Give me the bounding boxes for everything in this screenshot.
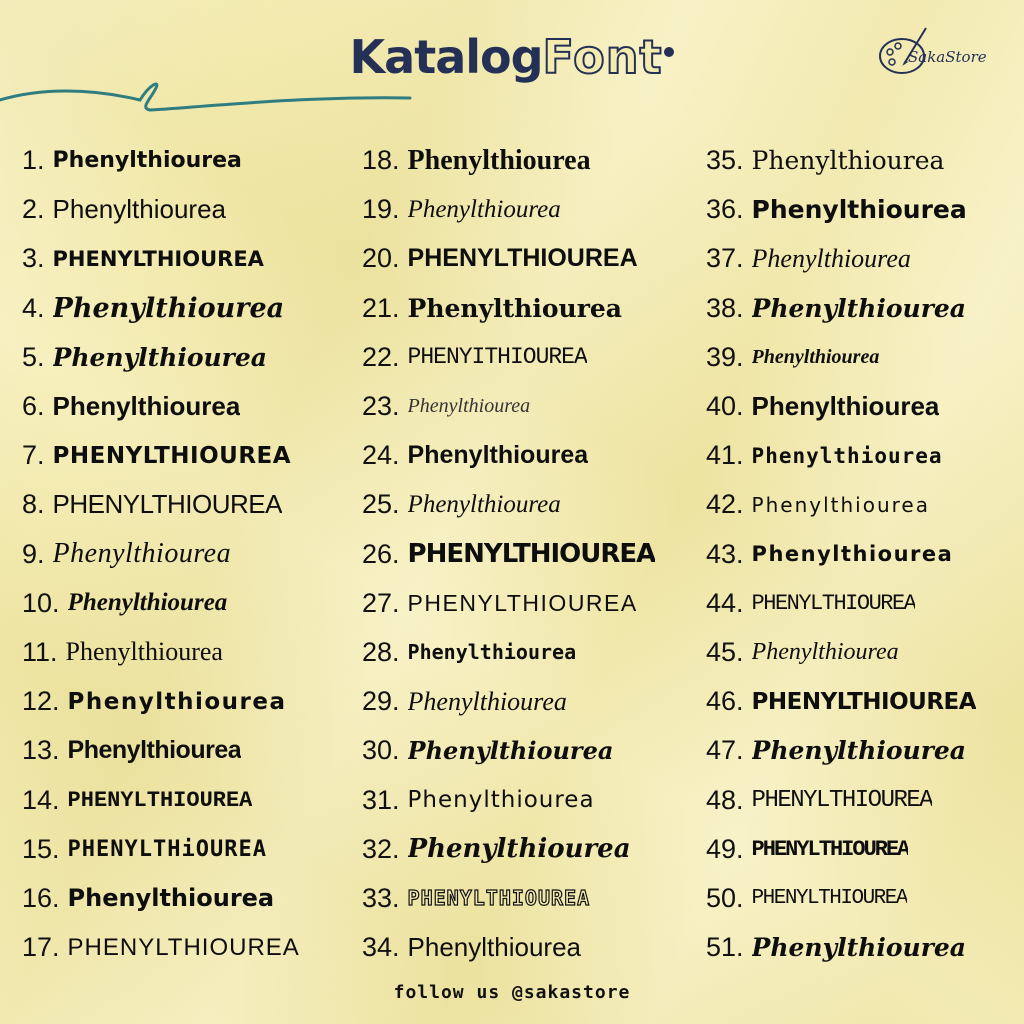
font-item [22, 775, 352, 824]
font-item [362, 431, 692, 480]
font-sample: Phenylthiourea [52, 194, 226, 225]
font-sample: PHENYLTHIOUREA [407, 539, 656, 570]
font-item [706, 530, 1016, 579]
font-item [22, 136, 352, 185]
font-item [706, 726, 1016, 775]
item-number: 9. [22, 538, 45, 569]
item-number: 21. [362, 292, 400, 323]
item-number: 27. [362, 587, 400, 618]
item-number: 35. [706, 145, 744, 176]
font-item [362, 726, 692, 775]
font-item [362, 677, 692, 726]
item-number: 43. [706, 538, 744, 569]
font-sample: Phenylthiourea [407, 686, 567, 716]
font-sample: Phenylthiourea [751, 736, 966, 766]
font-item [362, 480, 692, 529]
font-sample: PHENYLTHiOUREA [67, 836, 267, 862]
font-item [362, 923, 692, 972]
font-sample: PHENYLTHIOUREA [407, 886, 591, 911]
font-item [362, 579, 692, 628]
font-item [706, 923, 1016, 972]
font-item [706, 775, 1016, 824]
item-number: 14. [22, 784, 60, 815]
font-sample: Phenylthiourea [751, 243, 911, 273]
font-item [706, 284, 1016, 333]
item-number: 30. [362, 735, 400, 766]
font-sample: Phenylthiourea [52, 342, 267, 372]
font-sample: Phenylthiourea [751, 492, 930, 517]
font-sample: PHENYLTHIOUREA [407, 244, 638, 273]
font-sample: PHENYLTHIOUREA [52, 489, 282, 520]
item-number: 49. [706, 833, 744, 864]
font-item [22, 677, 352, 726]
font-item [22, 923, 352, 972]
font-item [706, 874, 1016, 923]
font-item [362, 382, 692, 431]
item-number: 37. [706, 243, 744, 274]
font-sample: Phenylthiourea [407, 640, 577, 665]
item-number: 2. [22, 194, 45, 225]
item-number: 32. [362, 833, 400, 864]
font-sample: Phenylthiourea [52, 148, 242, 174]
font-sample: Phenylthiourea [407, 293, 622, 323]
font-sample: PHENYLTHIOUREA [751, 688, 977, 715]
item-number: 16. [22, 882, 60, 913]
item-number: 33. [362, 882, 400, 913]
font-item [706, 136, 1016, 185]
font-item [22, 579, 352, 628]
font-item [706, 677, 1016, 726]
font-item [362, 284, 692, 333]
font-sample: PHENYLTHIOUREA [407, 589, 638, 616]
item-number: 31. [362, 784, 400, 815]
font-sample: Phenylthiourea [52, 391, 241, 422]
font-sample: Phenylthiourea [407, 195, 561, 223]
font-item [22, 382, 352, 431]
item-number: 24. [362, 440, 400, 471]
item-number: 47. [706, 735, 744, 766]
font-item [362, 136, 692, 185]
title-period [664, 47, 674, 57]
font-sample: Phenylthiourea [751, 443, 943, 468]
item-number: 23. [362, 391, 400, 422]
item-number: 10. [22, 587, 60, 618]
item-number: 50. [706, 882, 744, 913]
font-sample: Phenylthiourea [407, 441, 589, 470]
font-sample: PHENYLTHIOUREA [67, 933, 300, 961]
font-sample: Phenylthiourea [751, 933, 966, 963]
font-sample: Phenylthiourea [52, 292, 285, 324]
font-sample: PHENYLTHIOUREA [751, 786, 933, 814]
font-sample: Phenylthiourea [407, 490, 561, 518]
font-item [706, 382, 1016, 431]
item-number: 6. [22, 391, 45, 422]
font-sample: PHENYLTHIOUREA [52, 442, 292, 469]
font-sample: Phenylthiourea [751, 391, 940, 422]
font-sample: Phenylthiourea [751, 146, 945, 176]
font-list-column-1 [22, 136, 352, 972]
item-number: 22. [362, 341, 400, 372]
font-item [22, 431, 352, 480]
item-number: 5. [22, 341, 45, 372]
font-sample: Phenylthiourea [407, 932, 582, 963]
font-item [22, 874, 352, 923]
font-item [22, 185, 352, 234]
font-sample: PHENYLTHIOUREA [52, 246, 264, 271]
decorative-wave [0, 78, 420, 128]
font-sample: PHENYITHIOUREA [407, 344, 587, 371]
item-number: 45. [706, 636, 744, 667]
item-number: 28. [362, 636, 400, 667]
font-item [22, 825, 352, 874]
font-item [706, 579, 1016, 628]
item-number: 26. [362, 538, 400, 569]
item-number: 15. [22, 833, 60, 864]
item-number: 19. [362, 194, 400, 225]
font-item [362, 874, 692, 923]
font-item [362, 530, 692, 579]
font-sample: Phenylthiourea [407, 787, 595, 814]
font-sample: Phenylthiourea [52, 538, 232, 570]
item-number: 7. [22, 440, 45, 471]
item-number: 51. [706, 932, 744, 963]
title-katalog: Katalog [349, 30, 543, 84]
item-number: 40. [706, 391, 744, 422]
item-number: 44. [706, 587, 744, 618]
font-sample: Phenylthiourea [67, 736, 242, 765]
item-number: 34. [362, 932, 400, 963]
font-sample: Phenylthiourea [751, 345, 880, 368]
font-sample: PHENYLTHIOUREA [751, 886, 907, 910]
font-item [706, 480, 1016, 529]
item-number: 17. [22, 932, 60, 963]
item-number: 20. [362, 243, 400, 274]
font-item [362, 234, 692, 283]
item-number: 46. [706, 686, 744, 717]
font-item [22, 628, 352, 677]
font-item [22, 530, 352, 579]
font-item [22, 333, 352, 382]
item-number: 36. [706, 194, 744, 225]
font-item [706, 234, 1016, 283]
font-item [706, 431, 1016, 480]
item-number: 13. [22, 735, 60, 766]
item-number: 41. [706, 440, 744, 471]
font-sample: PHENYLTHIOUREA [67, 787, 253, 813]
font-sample: Phenylthiourea [407, 395, 531, 418]
item-number: 11. [22, 636, 58, 667]
font-sample: Phenylthiourea [67, 688, 287, 715]
item-number: 38. [706, 292, 744, 323]
font-sample: PHENYLTHIOUREA [751, 836, 909, 862]
font-sample: Phenylthiourea [65, 637, 223, 667]
font-sample: Phenylthiourea [407, 736, 614, 766]
font-item [362, 775, 692, 824]
font-sample: Phenylthiourea [407, 144, 591, 176]
footer-social-handle[interactable]: follow us @sakastore [393, 982, 631, 1003]
font-item [362, 185, 692, 234]
font-sample: Phenylthiourea [67, 884, 275, 913]
font-item [362, 825, 692, 874]
font-sample: Phenylthiourea [407, 834, 631, 865]
font-item [22, 234, 352, 283]
item-number: 8. [22, 489, 45, 520]
item-number: 3. [22, 243, 45, 274]
font-item [362, 333, 692, 382]
font-item [706, 185, 1016, 234]
font-item [706, 825, 1016, 874]
item-number: 29. [362, 686, 400, 717]
font-list-column-3 [706, 136, 1016, 972]
font-item [362, 628, 692, 677]
item-number: 1. [22, 145, 45, 176]
item-number: 25. [362, 489, 400, 520]
font-sample: Phenylthiourea [751, 293, 966, 323]
font-sample: Phenylthiourea [751, 638, 899, 665]
font-item [22, 284, 352, 333]
font-item [706, 628, 1016, 677]
item-number: 4. [22, 292, 45, 323]
item-number: 42. [706, 489, 744, 520]
font-item [22, 480, 352, 529]
font-sample: Phenylthiourea [751, 542, 954, 567]
brand-logo[interactable] [874, 22, 1004, 82]
item-number: 12. [22, 686, 60, 717]
font-sample: PHENYLTHIOUREA [751, 590, 916, 616]
item-number: 39. [706, 341, 744, 372]
font-list-column-2 [362, 136, 692, 972]
item-number: 18. [362, 145, 400, 176]
font-item [22, 726, 352, 775]
title-font: Font [542, 30, 663, 84]
font-sample: Phenylthiourea [67, 589, 228, 617]
item-number: 48. [706, 784, 744, 815]
logo-text: SakaStore [908, 48, 987, 66]
font-item [706, 333, 1016, 382]
font-sample: Phenylthiourea [751, 195, 967, 225]
